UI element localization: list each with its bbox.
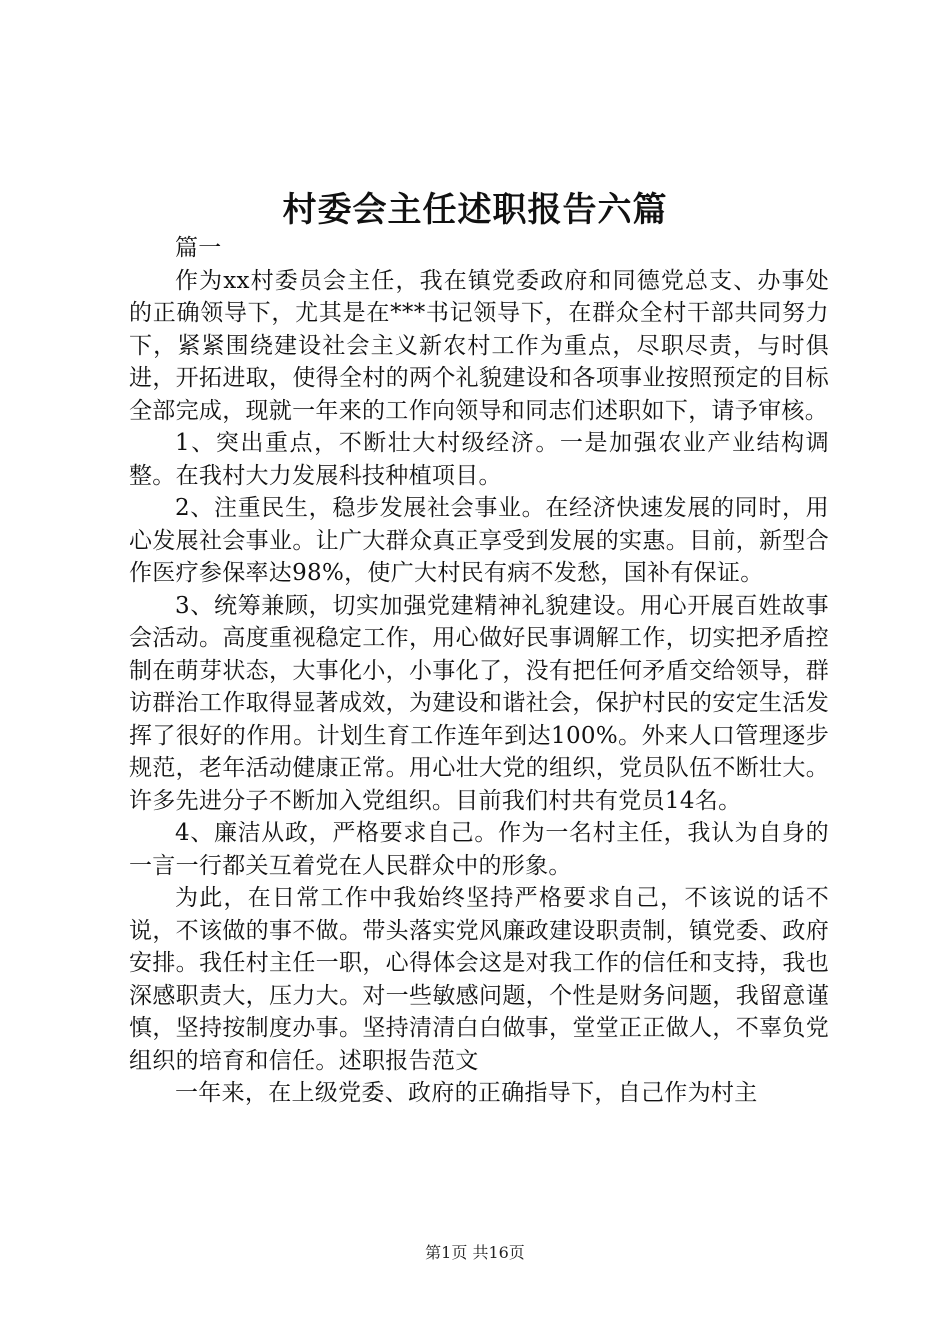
document-body bbox=[129, 232, 829, 1110]
body-paragraph: 3、统筹兼顾，切实加强党建精神礼貌建设。用心开展百姓故事会活动。高度重视稳定工作，用心做好民事调解工作，切实把矛盾控制在萌芽状态，大事化小，小事化了，没有把任何矛盾交给领导，群访群治工作取得显著成效，为建设和谐社会，保护村民的安定生活发挥了很好的作用。计划生育工作连年到达100%。外来人口管理逐步规范，老年活动健康正常。用心壮大党的组织，党员队伍不断壮大。许多先进分子不断加入党组织。目前我们村共有党员14名。 bbox=[129, 592, 829, 814]
body-paragraph: 1、突出重点，不断壮大村级经济。一是加强农业产业结构调整。在我村大力发展科技种植项目。 bbox=[129, 430, 829, 489]
body-paragraph: 为此，在日常工作中我始终坚持严格要求自己，不该说的话不说，不该做的事不做。带头落实党风廉政建设职责制，镇党委、政府安排。我任村主任一职，心得体会这是对我工作的信任和支持，我也深感职责大，压力大。对一些敏感问题，个性是财务问题，我留意谨慎，坚持按制度办事。坚持清清白白做事，堂堂正正做人，不辜负党组织的培育和信任。述职报告范文 bbox=[129, 885, 829, 1074]
section-heading: 篇一 bbox=[175, 235, 222, 261]
body-paragraph: 一年来，在上级党委、政府的正确指导下，自己作为村主 bbox=[175, 1080, 758, 1106]
page-number-footer: 第1页 共16页 bbox=[425, 1243, 525, 1262]
body-paragraph: 作为xx村委员会主任，我在镇党委政府和同德党总支、办事处的正确领导下，尤其是在***书记领导下，在群众全村干部共同努力下，紧紧围绕建设社会主义新农村工作为重点，尽职尽责，与时俱进，开拓进取，使得全村的两个礼貌建设和各项事业按照预定的目标全部完成，现就一年来的工作向领导和同志们述职如下，请予审核。 bbox=[129, 267, 829, 424]
document-title: 村委会主任述职报告六篇 bbox=[282, 190, 668, 230]
body-paragraph: 4、廉洁从政，严格要求自己。作为一名村主任，我认为自身的一言一行都关互着党在人民群众中的形象。 bbox=[129, 820, 829, 879]
body-paragraph: 2、注重民生，稳步发展社会事业。在经济快速发展的同时，用心发展社会事业。让广大群众真正享受到发展的实惠。目前，新型合作医疗参保率达98%，使广大村民有病不发愁，国补有保证。 bbox=[129, 495, 829, 586]
